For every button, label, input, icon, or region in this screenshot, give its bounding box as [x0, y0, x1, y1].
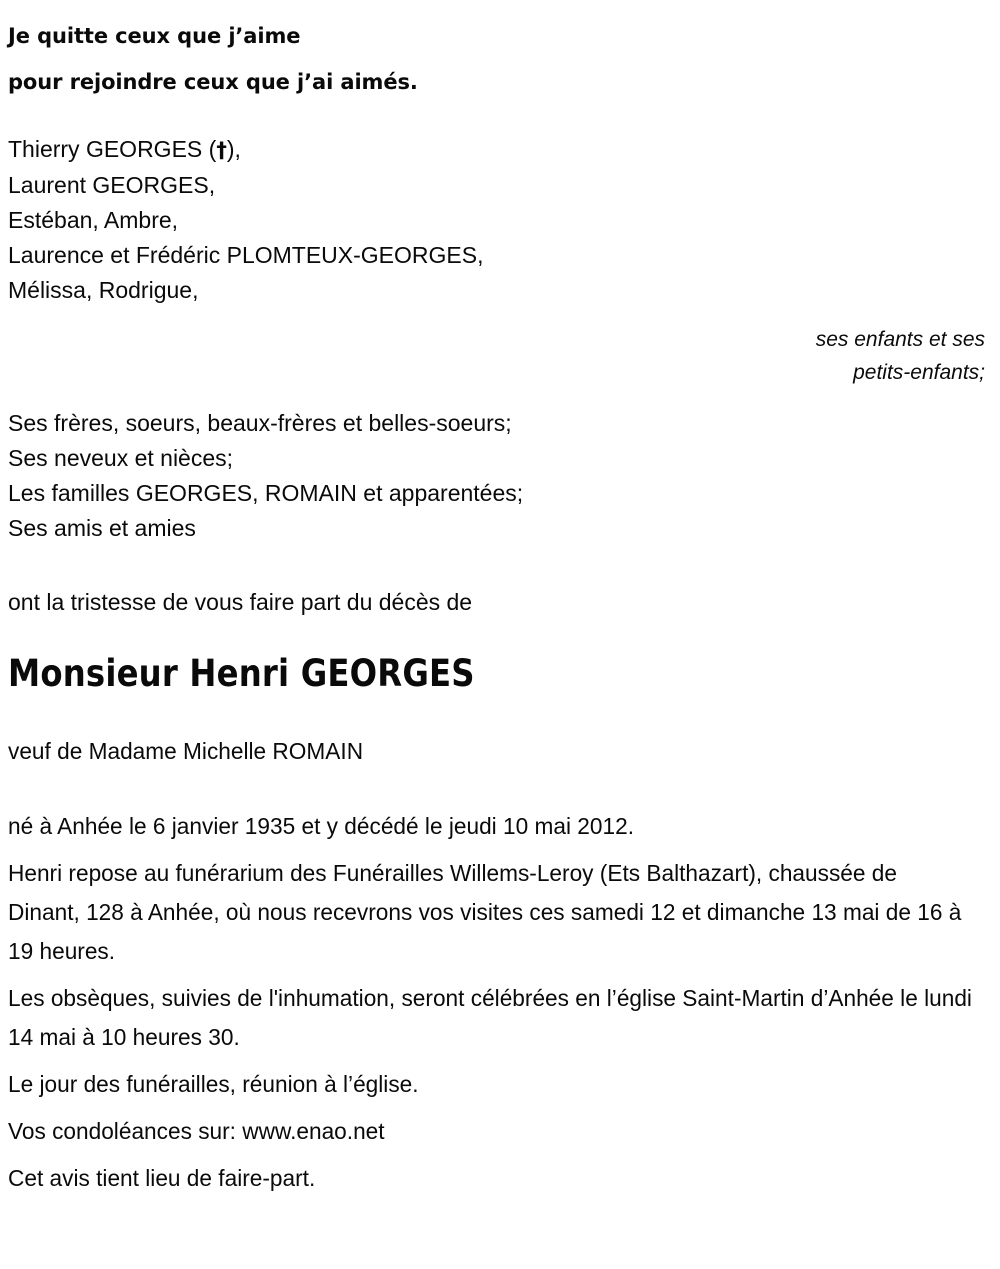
opening-quote	[8, 0, 992, 105]
relatives-friends: Ses amis et amies	[8, 515, 196, 541]
survivor-line-melissa-rodrigue: Mélissa, Rodrigue,	[8, 277, 199, 303]
deceased-name: Monsieur Henri GEORGES	[8, 652, 475, 695]
survivor-line-thierry	[8, 132, 992, 168]
survivor-line-esteban-ambre: Estéban, Ambre,	[8, 207, 179, 233]
survivors-attribution	[8, 308, 992, 389]
attribution-line-2: petits-enfants;	[853, 361, 985, 384]
dagger-icon: †	[216, 138, 227, 162]
relatives-nephews-nieces: Ses neveux et nièces;	[8, 445, 234, 471]
detail-notice-disclaimer: Cet avis tient lieu de faire-part.	[8, 1165, 316, 1191]
quote-line-2: pour rejoindre ceux que j’ai aimés.	[8, 70, 418, 94]
survivor-line-plomteux-georges: Laurence et Frédéric PLOMTEUX-GEORGES,	[8, 242, 484, 268]
quote-line-1: Je quitte ceux que j’aime	[8, 24, 301, 48]
relatives-families: Les familles GEORGES, ROMAIN et apparentées;	[8, 480, 524, 506]
relatives-list	[8, 389, 992, 546]
detail-funeral-home: Henri repose au funérarium des Funérailles Willems-Leroy (Ets Balthazart), chaussée de Dinant, 128 à Anhée, où nous recevrons vos visites ces samedi 12 et dimanche 13 mai de 16 à 19 heures.	[8, 860, 962, 964]
detail-ceremony: Les obsèques, suivies de l'inhumation, seront célébrées en l’église Saint-Martin d’Anhée le lundi 14 mai à 10 heures 30.	[8, 985, 972, 1050]
relatives-siblings: Ses frères, soeurs, beaux-frères et belles-soeurs;	[8, 410, 512, 436]
survivors-list	[8, 105, 992, 308]
survivor-name-prefix: Thierry GEORGES (	[8, 136, 217, 162]
detail-condolences-url: Vos condoléances sur: www.enao.net	[8, 1118, 385, 1144]
survivor-name-suffix: ),	[226, 136, 241, 162]
spouse-line: veuf de Madame Michelle ROMAIN	[8, 738, 364, 764]
announcement-lead-in: ont la tristesse de vous faire part du décès de	[8, 589, 473, 615]
detail-gathering: Le jour des funérailles, réunion à l’église.	[8, 1071, 419, 1097]
detail-birth-death: né à Anhée le 6 janvier 1935 et y décédé le jeudi 10 mai 2012.	[8, 813, 634, 839]
survivor-line-laurent: Laurent GEORGES,	[8, 172, 216, 198]
detail-paragraphs	[8, 767, 992, 1198]
attribution-line-1: ses enfants et ses	[815, 328, 985, 351]
